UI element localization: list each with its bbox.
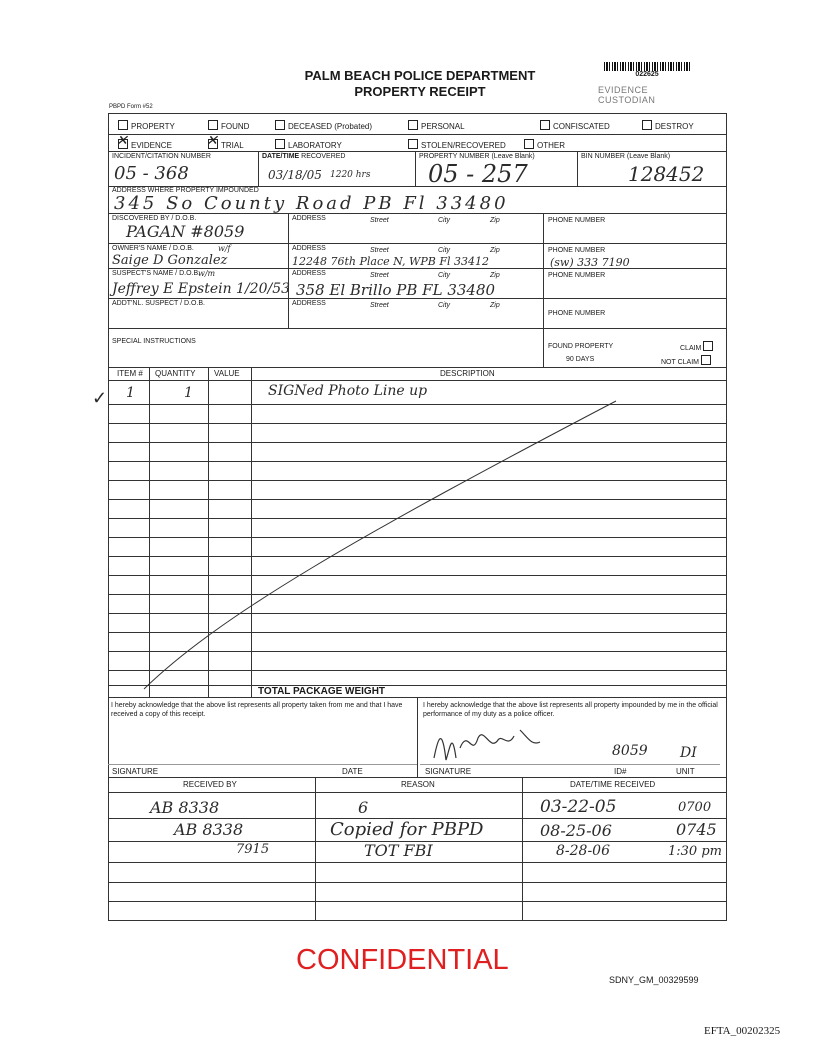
checkbox-box[interactable]	[524, 139, 534, 149]
divider	[415, 151, 416, 186]
checkbox-label: OTHER	[537, 141, 565, 150]
signature-label: SIGNATURE	[112, 767, 159, 776]
phone-label: PHONE NUMBER	[548, 247, 606, 254]
addtl-suspect-label: ADDT'NL. SUSPECT / D.O.B.	[112, 300, 206, 307]
table-row-item[interactable]: 1	[126, 385, 135, 401]
checkbox-label: TRIAL	[221, 141, 244, 150]
col-header-description: DESCRIPTION	[440, 369, 495, 378]
chain-row-reason[interactable]: Copied for PBPD	[330, 819, 484, 840]
date-label: DATE	[342, 767, 363, 776]
divider	[108, 151, 727, 152]
street-label: Street	[370, 217, 389, 224]
claim-label	[680, 341, 716, 352]
checkbox-box[interactable]	[275, 139, 285, 149]
checkbox-box-checked[interactable]	[208, 139, 218, 149]
zip-label: Zip	[490, 272, 500, 279]
suspect-label: SUSPECT'S NAME / D.O.B.	[112, 270, 201, 277]
checkbox-confiscated[interactable]	[540, 120, 610, 131]
suspect-dob-note[interactable]: w/m	[198, 269, 216, 278]
discovered-label: DISCOVERED BY / D.O.B.	[112, 215, 197, 222]
owner-value[interactable]: Saige D Gonzalez	[112, 253, 228, 268]
divider	[543, 328, 544, 367]
signature-line	[108, 764, 417, 765]
bin-number-value[interactable]: 128452	[628, 162, 705, 186]
chain-row-date[interactable]: 8-28-06	[556, 843, 610, 859]
not-claim-checkbox[interactable]	[701, 355, 711, 365]
table-row-line	[108, 901, 727, 902]
id-value[interactable]: 8059	[612, 743, 648, 759]
address-impounded-label: ADDRESS WHERE PROPERTY IMPOUNDED	[112, 187, 259, 194]
suspect-value[interactable]: Jeffrey E Epstein 1/20/53	[112, 281, 291, 297]
divider	[108, 380, 727, 381]
checkbox-label: FOUND	[221, 122, 250, 131]
address-impounded-value[interactable]: 345 So County Road PB Fl 33480	[114, 193, 509, 214]
col-header-item: ITEM #	[117, 369, 143, 378]
checkbox-box[interactable]	[642, 120, 652, 130]
evidence-custodian: EVIDENCE CUSTODIAN	[598, 85, 656, 105]
property-number-label: PROPERTY NUMBER (Leave Blank)	[419, 153, 535, 160]
table-row-line	[108, 882, 727, 883]
chain-row-reason[interactable]: TOT FBI	[364, 841, 433, 860]
column-line	[522, 777, 523, 920]
chain-row-received-by[interactable]: AB 8338	[150, 798, 220, 817]
bates-number: SDNY_GM_00329599	[609, 975, 699, 985]
divider	[417, 697, 418, 777]
divider	[543, 213, 544, 328]
barcode	[604, 62, 690, 71]
checkbox-label: PERSONAL	[421, 122, 465, 131]
checkbox-label: LABORATORY	[288, 141, 342, 150]
owner-phone-value[interactable]: (sw) 333 7190	[550, 256, 630, 269]
officer-signature	[428, 718, 548, 768]
confidential-stamp: CONFIDENTIAL	[296, 944, 509, 976]
barcode-number: 022625	[635, 71, 659, 78]
address-label: ADDRESS	[292, 245, 326, 252]
street-label: Street	[370, 247, 389, 254]
days-label: 90 DAYS	[566, 356, 595, 363]
signature-line	[420, 764, 720, 765]
checkbox-box[interactable]	[275, 120, 285, 130]
checkbox-stolen[interactable]	[408, 139, 506, 150]
suspect-address-value[interactable]: 358 El Brillo PB FL 33480	[296, 281, 496, 299]
checkbox-box[interactable]	[408, 120, 418, 130]
table-row-description[interactable]: SIGNed Photo Line up	[268, 383, 428, 399]
table-row-quantity[interactable]: 1	[184, 385, 193, 401]
found-property-label: FOUND PROPERTY	[548, 343, 614, 350]
not-claim-text: NOT CLAIM	[661, 359, 699, 366]
not-claim-label	[661, 355, 714, 366]
checkbox-laboratory[interactable]	[275, 139, 342, 150]
claim-checkbox[interactable]	[703, 341, 713, 351]
divider	[108, 213, 727, 214]
officer-signature-label: SIGNATURE	[425, 767, 472, 776]
form-number: PBPD Form #52	[109, 104, 153, 110]
ack-left: I hereby acknowledge that the above list represents all property taken from me and that I have received a copy of this receipt.	[111, 702, 403, 718]
checkbox-label: CONFISCATED	[553, 122, 610, 131]
checkbox-destroy[interactable]	[642, 120, 694, 131]
checkbox-deceased[interactable]	[275, 120, 372, 131]
col-header-reason: REASON	[401, 780, 435, 789]
city-label: City	[438, 217, 451, 224]
property-number-value[interactable]: 05 - 257	[428, 160, 528, 188]
street-label: Street	[370, 272, 389, 279]
ack-right: I hereby acknowledge that the above list represents all property impounded by me in the official performance of my duty as a police officer.	[423, 702, 718, 718]
chain-row-time[interactable]: 1:30 pm	[668, 844, 722, 859]
chain-row-time[interactable]: 0700	[678, 800, 712, 815]
checkbox-label: DESTROY	[655, 122, 694, 131]
divider	[108, 328, 727, 329]
city-label: City	[438, 247, 451, 254]
col-header-received-by: RECEIVED BY	[183, 780, 237, 789]
checkbox-box[interactable]	[118, 120, 128, 130]
divider	[108, 134, 727, 135]
divider	[258, 151, 259, 186]
chain-row-date[interactable]: 08-25-06	[540, 821, 612, 840]
col-header-value: VALUE	[214, 369, 240, 378]
unit-label: UNIT	[676, 767, 695, 776]
divider	[577, 151, 578, 186]
chain-row-received-by[interactable]: 7915	[236, 842, 270, 857]
column-line	[315, 777, 316, 920]
zip-label: Zip	[490, 247, 500, 254]
checkbox-box-checked[interactable]	[118, 139, 128, 149]
checkbox-personal[interactable]	[408, 120, 465, 131]
checkbox-other[interactable]	[524, 139, 565, 150]
time-value[interactable]: 1220 hrs	[330, 170, 371, 180]
bin-number-label: BIN NUMBER (Leave Blank)	[581, 153, 671, 160]
phone-label: PHONE NUMBER	[548, 217, 606, 224]
chain-row-received-by[interactable]: AB 8338	[174, 820, 244, 839]
checkbox-box[interactable]	[208, 120, 218, 130]
owner-dob-note[interactable]: w/f	[218, 244, 231, 253]
address-label: ADDRESS	[292, 300, 326, 307]
owner-label: OWNER'S NAME / D.O.B.	[112, 245, 194, 252]
phone-label: PHONE NUMBER	[548, 272, 606, 279]
unit-value[interactable]: DI	[680, 745, 697, 761]
address-label: ADDRESS	[292, 270, 326, 277]
col-header-datetime: DATE/TIME RECEIVED	[570, 780, 656, 789]
city-label: City	[438, 302, 451, 309]
owner-address-value[interactable]: 12248 76th Place N, WPB Fl 33412	[292, 255, 489, 268]
divider	[108, 243, 727, 244]
address-label: ADDRESS	[292, 215, 326, 222]
checkbox-evidence[interactable]	[118, 139, 172, 150]
checkbox-label: PROPERTY	[131, 122, 175, 131]
city-label: City	[438, 272, 451, 279]
checkbox-found[interactable]	[208, 120, 249, 131]
special-instructions-label: SPECIAL INSTRUCTIONS	[112, 338, 196, 345]
table-row-line	[108, 862, 727, 863]
street-label: Street	[370, 302, 389, 309]
zip-label: Zip	[490, 217, 500, 224]
date-label: DATE/TIME RECOVERED	[262, 153, 346, 160]
efta-number: EFTA_00202325	[704, 1025, 781, 1037]
incident-label: INCIDENT/CITATION NUMBER	[112, 153, 211, 160]
department-name: PALM BEACH POLICE DEPARTMENT	[304, 68, 536, 83]
incident-value[interactable]: 05 - 368	[114, 163, 189, 184]
divider	[288, 213, 289, 328]
checkbox-label: DECEASED (Probated)	[288, 122, 373, 131]
phone-label: PHONE NUMBER	[548, 310, 606, 317]
checkbox-label: STOLEN/RECOVERED	[421, 141, 506, 150]
void-diagonal-line	[140, 395, 630, 695]
divider	[108, 367, 727, 368]
discovered-value[interactable]: PAGAN #8059	[126, 222, 245, 241]
divider	[108, 298, 727, 299]
chain-row-reason[interactable]: 6	[358, 798, 369, 817]
checkbox-property[interactable]	[118, 120, 175, 131]
checkbox-box[interactable]	[408, 139, 418, 149]
col-header-quantity: QUANTITY	[155, 369, 196, 378]
tick-mark: ✓	[92, 388, 108, 409]
chain-row-time[interactable]: 0745	[676, 820, 717, 839]
checkbox-label: EVIDENCE	[131, 141, 172, 150]
total-package-weight-label: TOTAL PACKAGE WEIGHT	[258, 686, 386, 697]
divider	[108, 792, 727, 793]
id-label: ID#	[614, 767, 627, 776]
chain-row-date[interactable]: 03-22-05	[540, 797, 617, 817]
checkbox-trial[interactable]	[208, 139, 244, 150]
form-title: PROPERTY RECEIPT	[354, 84, 486, 99]
claim-text: CLAIM	[680, 345, 702, 352]
zip-label: Zip	[490, 302, 500, 309]
divider	[108, 777, 727, 778]
date-value[interactable]: 03/18/05	[268, 168, 322, 182]
checkbox-box[interactable]	[540, 120, 550, 130]
